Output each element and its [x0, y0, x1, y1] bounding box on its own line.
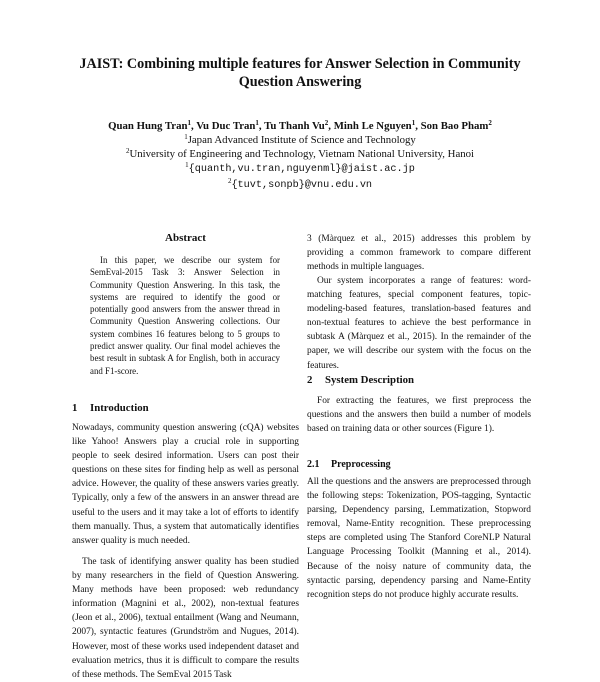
- right-paragraph-2: Our system incorporates a range of features: word-matching features, special component features, topic-modeling-based features, translation-based features and non-textual features to achieve the best performance in subtask A (Màrquez et al., 2015). In the remainder of the paper, we will describe our system with the focus on the features.: [307, 276, 531, 371]
- author-name: Vu Duc Tran: [196, 120, 256, 132]
- author-block: [40, 119, 560, 193]
- email-2: $^2${tuvt,sonpb}@vnu.edu.vn: [227, 177, 373, 191]
- affiliation-2: $^2$University of Engineering and Technology, Vietnam National University, Hanoi: [125, 147, 475, 160]
- system-paragraph: For extracting the features, we first preprocess the questions and the answers then build a number of models based on training data or other sources (Figure 1).: [307, 396, 531, 435]
- email-1: $^1${quanth,vu.tran,nguyenml}@jaist.ac.jp: [185, 161, 415, 175]
- affiliation-marker: 1: [255, 119, 259, 127]
- author-name: Minh Le Nguyen: [333, 120, 412, 132]
- author-name: Quan Hung Tran: [108, 120, 188, 132]
- author-names: Quan Hung Tran$^1$, Vu Duc Tran$^1$, Tu Thanh Vu$^2$, Minh Le Nguyen$^1$, Son Bao Pham$^2$: [108, 119, 492, 132]
- section-heading-introduction: 1 Introduction: [72, 402, 149, 414]
- author-name: Son Bao Pham: [420, 120, 489, 132]
- section-heading-system: 2 System Description: [307, 374, 415, 386]
- affiliation-marker: 2: [324, 119, 329, 127]
- subsection-heading-preprocessing: 2.1 Preprocessing: [307, 459, 391, 470]
- affiliation-marker: 2: [488, 119, 492, 127]
- affiliation-1: $^1$Japan Advanced Institute of Science and Technology: [184, 133, 416, 146]
- abstract-heading: Abstract: [165, 232, 206, 244]
- intro-paragraph-2: The task of identifying answer quality has been studied by many researchers in the field of Question Answering. Many methods have been proposed: web redundancy information (Magnini et al., 2002), non-textual features (Jeon et al., 2006), textual entailment (Wang and Neumann, 2007), syntactic features (Grundström and Nugues, 2014). However, most of these works used independent dataset and evaluation metrics, thus it is difficult to compare the results of these methods. The SemEval 2015 Task: [72, 557, 299, 680]
- paper-title: JAIST: Combining multiple features for Answer Selection in Community Question Answering: [79, 56, 521, 90]
- abstract-text: In this paper, we describe our system for SemEval-2015 Task 3: Answer Selection in Community Question Answering. In this task, the systems are required to identify the good or potentially good answers from the answer thread in Community Question Answering collections. Our system combines 16 features belong to 5 groups to predict answer quality. Our final model achieves the best result in subtask A for English, both in accuracy and F1-score.: [90, 255, 280, 376]
- affiliation-marker: 1: [187, 119, 191, 127]
- affiliation-marker: 1: [411, 119, 416, 127]
- intro-paragraph-1: Nowadays, community question answering (cQA) websites like Yahoo! Answers play a crucial role in supporting people to seek desired information. Users can post their questions on these sites for finding help as well as personal advice. However, the quality of these answers varies greatly. Typically, only a few of the answers in an answer thread are useful to the users and it may take a lot of efforts to identify them manually. Thus, a system that automatically identifies answer quality is much needed.: [72, 423, 299, 546]
- preprocessing-paragraph: All the questions and the answers are preprocessed through the following steps: Tokenization, POS-tagging, Syntactic parsing, Dependency parsing, Lemmatization, Stopword removal, Name-Entity recognition. These preprocessing steps are completed using The Stanford CoreNLP Natural Language Processing Toolkit (Manning et al., 2014). Because of the noisy nature of community data, the syntactic parsing, dependency parsing and Name-Entity recognition steps do not produce highly accurate results.: [307, 477, 531, 600]
- author-name: Tu Thanh Vu: [264, 120, 325, 132]
- right-paragraph-1: 3 (Màrquez et al., 2015) addresses this problem by providing a common framework to compare different methods in multiple languages.: [307, 234, 531, 273]
